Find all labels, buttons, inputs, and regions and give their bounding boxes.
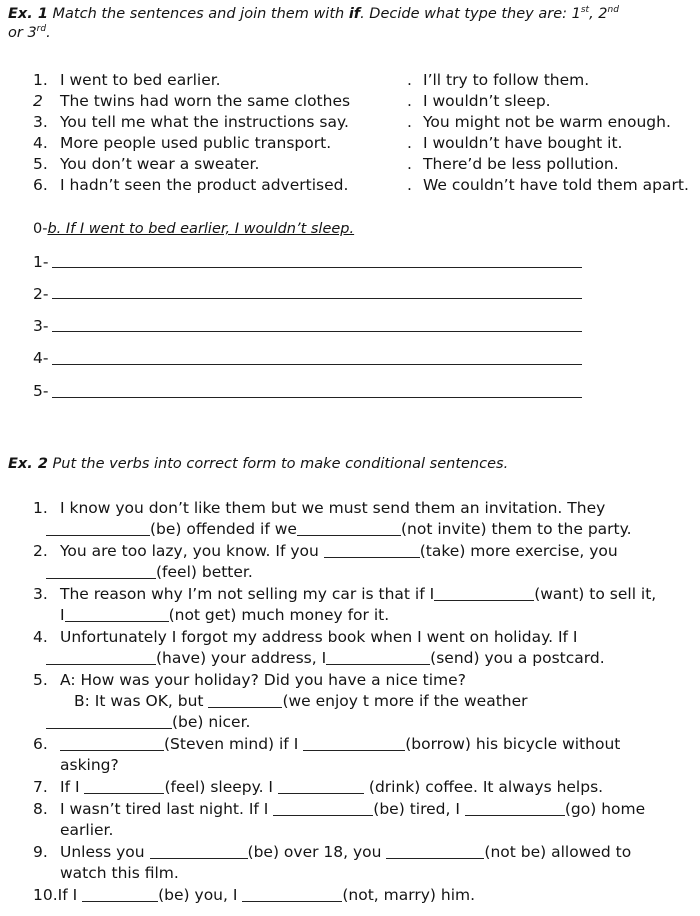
ex1-if-keyword: if — [348, 6, 361, 22]
question-7: 7. If I (feel) sleepy. I (drink) coffee. It always helps. — [33, 778, 604, 796]
ex2-instruction: Ex. 2 Put the verbs into correct form to make conditional sentences. — [8, 456, 509, 472]
question-6: 6. (Steven mind) if I (borrow) his bicycle without — [33, 735, 621, 753]
question-9-line2: watch this film. — [60, 864, 179, 882]
blank-input[interactable] — [46, 563, 156, 579]
question-5-line3: (be) nicer. — [46, 712, 250, 734]
bullet-dot: . — [407, 134, 412, 152]
answer-label-3: 3- — [33, 317, 49, 335]
question-5: 5. A: How was your holiday? Did you have a nice time? — [33, 671, 466, 689]
question-6-line2: asking? — [60, 756, 119, 774]
answer-line-1[interactable] — [52, 267, 582, 268]
question-8-line2: earlier. — [60, 821, 114, 839]
blank-input[interactable] — [303, 735, 405, 751]
bullet-dot: . — [407, 92, 412, 110]
blank-input[interactable] — [324, 542, 420, 558]
blank-input[interactable] — [208, 692, 282, 708]
right-item-e: . There’d be less pollution. — [407, 155, 619, 173]
question-2-line2: (feel) better. — [46, 562, 253, 584]
question-8: 8. I wasn’t tired last night. If I (be) tired, I (go) home — [33, 800, 646, 818]
question-5-line2: B: It was OK, but (we enjoy t more if the weather — [74, 692, 528, 710]
answer-label-2: 2- — [33, 285, 49, 303]
left-item-1: 1. I went to bed earlier. — [33, 71, 221, 89]
right-item-d: . I wouldn’t have bought it. — [407, 134, 623, 152]
ex1-instruction: Ex. 1 Match the sentences and join them with if. Decide what type they are: 1st, 2nd — [8, 5, 619, 22]
bullet-dot: . — [407, 113, 412, 131]
blank-input[interactable] — [465, 800, 565, 816]
blank-input[interactable] — [46, 649, 156, 665]
blank-input[interactable] — [297, 520, 401, 536]
answer-label-4: 4- — [33, 349, 49, 367]
blank-input[interactable] — [326, 649, 430, 665]
question-3: 3. The reason why I’m not selling my car is that if I (want) to sell it, — [33, 585, 657, 603]
example-answer: 0-b. If I went to bed earlier, I wouldn’t sleep. — [33, 221, 355, 237]
blank-input[interactable] — [278, 778, 364, 794]
answer-label-1: 1- — [33, 253, 49, 271]
blank-input[interactable] — [242, 886, 342, 902]
question-3-line2: I (not get) much money for it. — [60, 606, 390, 624]
left-item-5: 5. You don’t wear a sweater. — [33, 155, 260, 173]
bullet-dot: . — [407, 176, 412, 194]
right-item-c: . You might not be warm enough. — [407, 113, 671, 131]
answer-label-5: 5- — [33, 382, 49, 400]
blank-input[interactable] — [386, 843, 484, 859]
blank-input[interactable] — [150, 843, 248, 859]
question-2: 2. You are too lazy, you know. If you (take) more exercise, you — [33, 542, 618, 560]
left-item-2: 2 The twins had worn the same clothes — [33, 92, 351, 110]
question-4-line2: (have) your address, I (send) you a postcard. — [46, 648, 605, 670]
blank-input[interactable] — [65, 606, 169, 622]
bullet-dot: . — [407, 71, 412, 89]
right-item-f: . We couldn’t have told them apart. — [407, 176, 689, 194]
answer-line-4[interactable] — [52, 364, 582, 365]
blank-input[interactable] — [46, 713, 172, 729]
answer-line-2[interactable] — [52, 298, 582, 299]
question-10: 10.If I (be) you, I (not, marry) him. — [33, 886, 476, 904]
answer-line-5[interactable] — [52, 397, 582, 398]
left-item-3: 3. You tell me what the instructions say. — [33, 113, 349, 131]
bullet-dot: . — [407, 155, 412, 173]
answer-line-3[interactable] — [52, 331, 582, 332]
ex1-instruction-line2: or 3rd. — [8, 24, 51, 41]
blank-input[interactable] — [273, 800, 373, 816]
right-item-b: . I wouldn’t sleep. — [407, 92, 551, 110]
blank-input[interactable] — [46, 520, 150, 536]
blank-input[interactable] — [82, 886, 158, 902]
ex1-label: Ex. 1 — [8, 6, 48, 22]
blank-input[interactable] — [84, 778, 164, 794]
ex2-label: Ex. 2 — [8, 456, 48, 472]
question-4: 4. Unfortunately I forgot my address book when I went on holiday. If I — [33, 628, 578, 646]
question-1-line2: (be) offended if we (not invite) them to the party. — [46, 519, 632, 541]
left-item-6: 6. I hadn’t seen the product advertised. — [33, 176, 349, 194]
question-9: 9. Unless you (be) over 18, you (not be) allowed to — [33, 843, 632, 861]
right-item-a: . I’ll try to follow them. — [407, 71, 590, 89]
question-1: 1. I know you don’t like them but we must send them an invitation. They — [33, 499, 606, 517]
left-item-4: 4. More people used public transport. — [33, 134, 332, 152]
blank-input[interactable] — [434, 585, 534, 601]
blank-input[interactable] — [60, 735, 164, 751]
